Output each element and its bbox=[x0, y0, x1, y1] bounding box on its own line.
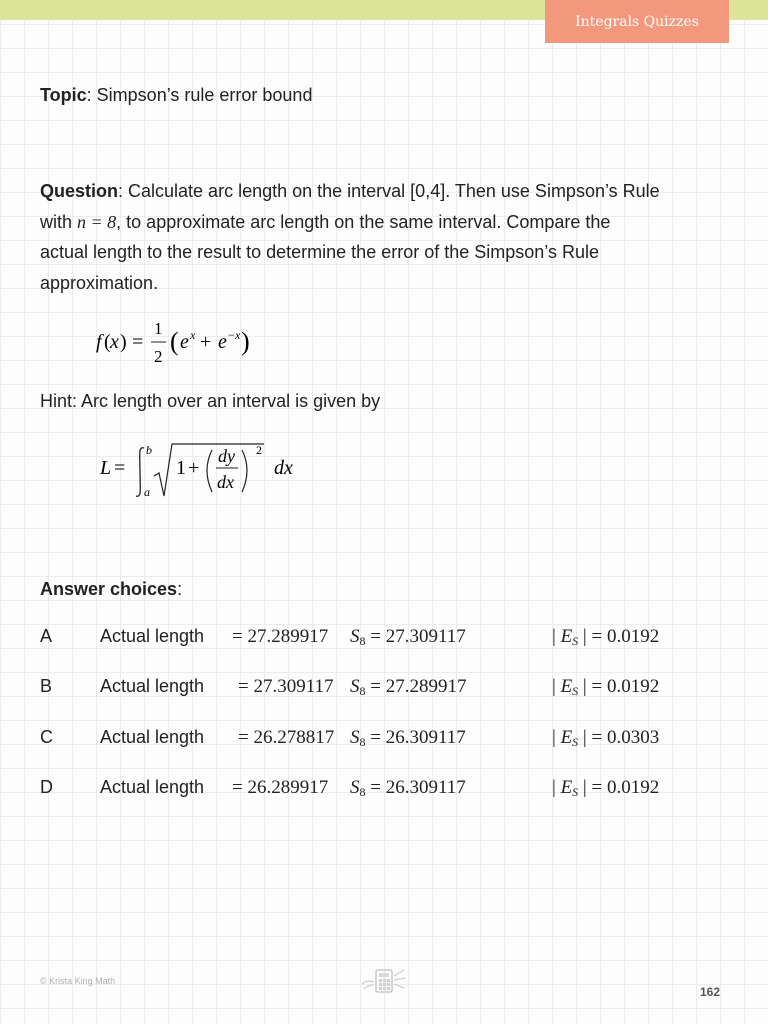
svg-text:+: + bbox=[188, 457, 200, 479]
copyright-text: © Krista King Math bbox=[40, 976, 116, 986]
question-line-2-pre: with bbox=[40, 211, 78, 232]
svg-text:e: e bbox=[218, 331, 227, 353]
choice-error: | $E_S$ | = 0.0192 bbox=[552, 626, 660, 648]
hint-text: Hint: Arc length over an interval is given by bbox=[40, 391, 381, 411]
svg-text:): ) bbox=[241, 327, 250, 356]
page-number: 162 bbox=[700, 985, 721, 999]
svg-text:x: x bbox=[235, 328, 241, 342]
svg-text:x: x bbox=[110, 331, 119, 353]
answer-choice-a[interactable] bbox=[0, 626, 768, 656]
choice-s8-value: = 27.309117 bbox=[370, 626, 466, 647]
question-line-3: actual length to the result to determine the error of the Simpson’s Rule bbox=[40, 242, 599, 262]
svg-text:dx: dx bbox=[217, 472, 234, 492]
svg-text:e: e bbox=[180, 331, 189, 353]
svg-text:dy: dy bbox=[218, 446, 235, 466]
choice-actual-value: = 26.289917 bbox=[232, 777, 329, 798]
question-line-2-post: , to approximate arc length on the same interval. Compare the bbox=[116, 211, 611, 232]
svg-text:f: f bbox=[96, 331, 102, 353]
svg-text:): ) bbox=[120, 331, 127, 353]
svg-text:−: − bbox=[228, 328, 235, 342]
choice-s8-value: = 27.289917 bbox=[370, 676, 467, 697]
choice-actual-value: = 26.278817 bbox=[238, 727, 335, 748]
choice-actual-value: = 27.309117 bbox=[238, 676, 334, 697]
arc-length-formula bbox=[96, 436, 316, 504]
choice-s8: $S_8 = 27.309117$ bbox=[350, 626, 466, 648]
choice-actual-label: Actual length bbox=[100, 676, 205, 696]
svg-text:dx: dx bbox=[274, 457, 293, 479]
answer-choice-d[interactable] bbox=[0, 777, 768, 807]
choice-letter: B bbox=[40, 676, 53, 696]
choice-s8-value: = 26.309117 bbox=[370, 727, 466, 748]
choice-error: | $E_S$ | = 0.0192 bbox=[552, 676, 660, 698]
answer-heading-label: Answer choices bbox=[40, 579, 178, 599]
svg-text:L: L bbox=[100, 457, 112, 479]
question-n-value: n = 8 bbox=[77, 211, 117, 232]
svg-text:a: a bbox=[144, 485, 150, 499]
function-formula bbox=[96, 318, 296, 368]
svg-text:2: 2 bbox=[256, 443, 262, 457]
topic-line bbox=[40, 80, 312, 111]
answer-choice-c[interactable] bbox=[0, 727, 768, 757]
question-label: Question bbox=[40, 181, 119, 201]
question-line-1: : Calculate arc length on the interval [0,4]. Then use Simpson’s Rule bbox=[118, 181, 660, 201]
choice-s8: $S_8 = 26.309117$ bbox=[350, 727, 466, 749]
choice-error: | $E_S$ | = 0.0192 bbox=[552, 777, 660, 799]
calculator-logo-icon bbox=[360, 966, 408, 996]
choice-actual-value: = 27.289917 bbox=[232, 626, 329, 647]
answer-choices-heading bbox=[40, 574, 182, 605]
topic-text: : Simpson’s rule error bound bbox=[86, 85, 313, 105]
svg-text:(: ( bbox=[104, 331, 111, 353]
choice-error-value: = 0.0192 bbox=[591, 777, 660, 798]
topic-label: Topic bbox=[40, 85, 87, 105]
svg-text:=: = bbox=[132, 331, 144, 353]
question-line-4: approximation. bbox=[40, 272, 159, 293]
svg-text:=: = bbox=[114, 457, 126, 479]
svg-text:1: 1 bbox=[176, 457, 186, 479]
choice-s8-value: = 26.309117 bbox=[370, 777, 466, 798]
choice-error: | $E_S$ | = 0.0303 bbox=[552, 727, 660, 749]
section-tab[interactable]: Integrals Quizzes bbox=[545, 0, 729, 43]
choice-letter: A bbox=[40, 626, 53, 646]
choice-actual-label: Actual length bbox=[100, 777, 205, 797]
choice-error-value: = 0.0192 bbox=[591, 626, 660, 647]
choice-error-value: = 0.0192 bbox=[591, 676, 660, 697]
question-block bbox=[40, 176, 740, 298]
choice-s8: $S_8 = 27.289917$ bbox=[350, 676, 467, 698]
svg-text:b: b bbox=[146, 443, 152, 457]
svg-text:2: 2 bbox=[154, 347, 163, 366]
svg-text:x: x bbox=[190, 328, 196, 342]
choice-letter: D bbox=[40, 777, 53, 797]
answer-heading-colon: : bbox=[177, 579, 183, 599]
choice-actual-label: Actual length bbox=[100, 727, 205, 747]
choice-error-value: = 0.0303 bbox=[591, 727, 660, 748]
svg-text:1: 1 bbox=[154, 319, 163, 338]
choice-s8: $S_8 = 26.309117$ bbox=[350, 777, 466, 799]
choice-actual-label: Actual length bbox=[100, 626, 205, 646]
answer-choice-b[interactable] bbox=[0, 676, 768, 706]
choice-letter: C bbox=[40, 727, 53, 747]
svg-text:+: + bbox=[200, 331, 212, 353]
svg-text:(: ( bbox=[170, 327, 179, 356]
